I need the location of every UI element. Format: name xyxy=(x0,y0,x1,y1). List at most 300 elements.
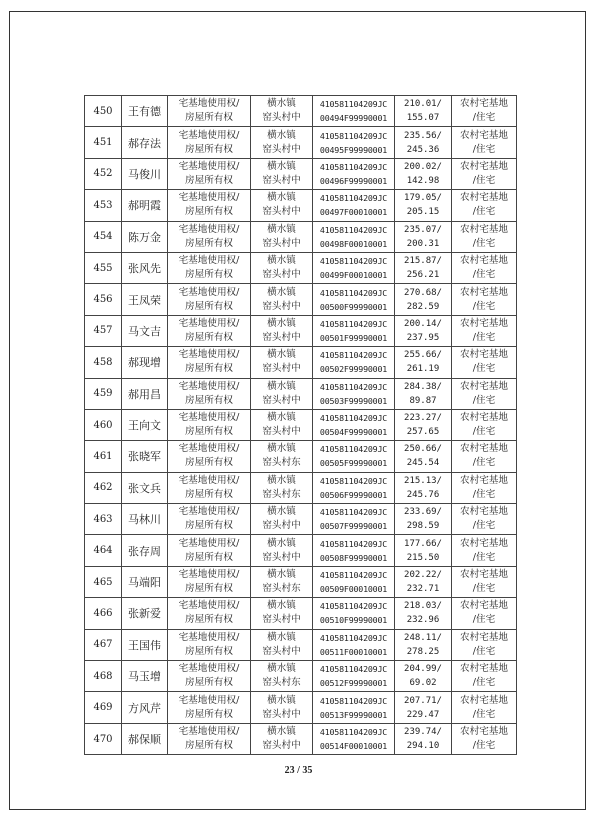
area-cell-line-1: 218.03/ xyxy=(404,601,442,612)
right-type-cell xyxy=(168,629,251,660)
row-number-cell: 467 xyxy=(85,629,122,660)
row-number-cell: 464 xyxy=(85,535,122,566)
right-type-cell-line-1: 宅基地使用权/ xyxy=(178,192,240,204)
location-cell-line-1: 横水镇 xyxy=(267,129,296,141)
parcel-code-cell-line-2: 00500F99990001 xyxy=(319,301,388,312)
right-type-cell-line-2: 房屋所有权 xyxy=(185,426,233,438)
area-cell-line-2: 282.59 xyxy=(406,301,440,312)
location-cell-line-2: 窑头村中 xyxy=(262,614,301,626)
right-type-cell-line-1: 宅基地使用权/ xyxy=(178,474,240,486)
location-cell-line-2: 窑头村中 xyxy=(262,551,301,563)
parcel-code-cell-line-1: 410581104209JC xyxy=(319,475,388,486)
row-number-cell: 465 xyxy=(85,566,122,597)
location-cell-line-2: 窑头村中 xyxy=(262,520,301,532)
right-type-cell-line-1: 宅基地使用权/ xyxy=(178,537,240,549)
area-cell xyxy=(395,441,452,472)
location-cell-line-1: 横水镇 xyxy=(267,443,296,455)
table-row xyxy=(85,566,517,597)
land-use-cell xyxy=(452,409,517,440)
location-cell xyxy=(251,441,313,472)
area-cell-line-2: 245.54 xyxy=(406,458,440,469)
location-cell-line-1: 横水镇 xyxy=(267,474,296,486)
right-type-cell-line-2: 房屋所有权 xyxy=(185,300,233,312)
row-number-cell: 463 xyxy=(85,504,122,535)
location-cell-line-1: 横水镇 xyxy=(267,694,296,706)
location-cell xyxy=(251,504,313,535)
right-type-cell-line-2: 房屋所有权 xyxy=(185,112,233,124)
location-cell-line-2: 窑头村东 xyxy=(262,457,301,469)
land-use-cell xyxy=(452,566,517,597)
area-cell-line-2: 245.36 xyxy=(406,144,440,155)
location-cell xyxy=(251,692,313,723)
location-cell xyxy=(251,472,313,503)
land-use-cell-line-1: 农村宅基地 xyxy=(460,537,508,549)
table-row xyxy=(85,472,517,503)
owner-name-cell: 陈万金 xyxy=(122,221,168,252)
parcel-code-cell-line-2: 00496F99990001 xyxy=(319,175,388,186)
land-use-cell-line-1: 农村宅基地 xyxy=(460,255,508,267)
location-cell-line-1: 横水镇 xyxy=(267,663,296,675)
area-cell-line-1: 200.14/ xyxy=(404,318,442,329)
land-use-cell xyxy=(452,96,517,127)
row-number-cell: 461 xyxy=(85,441,122,472)
area-cell-line-2: 155.07 xyxy=(406,113,440,124)
owner-name-cell: 王凤荣 xyxy=(122,284,168,315)
table-row xyxy=(85,723,517,754)
land-use-cell-line-2: /住宅 xyxy=(472,143,496,155)
land-use-cell-line-2: /住宅 xyxy=(472,583,496,595)
location-cell-line-1: 横水镇 xyxy=(267,412,296,424)
right-type-cell xyxy=(168,190,251,221)
area-cell-line-2: 69.02 xyxy=(409,678,437,689)
location-cell xyxy=(251,409,313,440)
location-cell xyxy=(251,252,313,283)
owner-name-cell: 马端阳 xyxy=(122,566,168,597)
land-use-cell-line-2: /住宅 xyxy=(472,112,496,124)
area-cell-line-2: 261.19 xyxy=(406,364,440,375)
parcel-code-cell xyxy=(313,190,395,221)
area-cell-line-1: 255.66/ xyxy=(404,350,442,361)
right-type-cell-line-1: 宅基地使用权/ xyxy=(178,412,240,424)
land-use-cell-line-2: /住宅 xyxy=(472,614,496,626)
row-number-cell: 454 xyxy=(85,221,122,252)
parcel-code-cell-line-2: 00512F99990001 xyxy=(319,678,388,689)
parcel-code-cell-line-2: 00505F99990001 xyxy=(319,458,388,469)
right-type-cell-line-2: 房屋所有权 xyxy=(185,269,233,281)
land-use-cell xyxy=(452,347,517,378)
area-cell xyxy=(395,472,452,503)
owner-name-cell: 张风先 xyxy=(122,252,168,283)
parcel-code-cell xyxy=(313,378,395,409)
area-cell-line-1: 200.02/ xyxy=(404,161,442,172)
owner-name-cell: 张新爱 xyxy=(122,598,168,629)
land-use-cell-line-2: /住宅 xyxy=(472,551,496,563)
right-type-cell xyxy=(168,692,251,723)
right-type-cell-line-1: 宅基地使用权/ xyxy=(178,286,240,298)
right-type-cell-line-2: 房屋所有权 xyxy=(185,708,233,720)
location-cell-line-2: 窑头村中 xyxy=(262,740,301,751)
owner-name-cell: 王向文 xyxy=(122,409,168,440)
area-cell-line-1: 177.66/ xyxy=(404,538,442,549)
land-use-cell-line-1: 农村宅基地 xyxy=(460,600,508,612)
location-cell-line-2: 窑头村中 xyxy=(262,708,301,720)
right-type-cell-line-1: 宅基地使用权/ xyxy=(178,98,240,110)
land-use-cell-line-1: 农村宅基地 xyxy=(460,98,508,110)
area-cell xyxy=(395,535,452,566)
table-row xyxy=(85,692,517,723)
area-cell xyxy=(395,252,452,283)
row-number-cell: 468 xyxy=(85,661,122,692)
area-cell-line-1: 207.71/ xyxy=(404,695,442,706)
right-type-cell xyxy=(168,598,251,629)
row-number-cell: 460 xyxy=(85,409,122,440)
area-cell-line-2: 294.10 xyxy=(406,741,440,751)
land-use-cell-line-2: /住宅 xyxy=(472,269,496,281)
area-cell-line-2: 237.95 xyxy=(406,332,440,343)
parcel-code-cell-line-1: 410581104209JC xyxy=(319,413,388,424)
area-cell-line-2: 200.31 xyxy=(406,238,440,249)
area-cell-line-2: 245.76 xyxy=(406,489,440,500)
parcel-code-cell-line-2: 00497F00010001 xyxy=(319,207,388,218)
land-use-cell xyxy=(452,504,517,535)
area-cell-line-2: 89.87 xyxy=(409,395,437,406)
land-use-cell-line-2: /住宅 xyxy=(472,708,496,720)
right-type-cell-line-1: 宅基地使用权/ xyxy=(178,663,240,675)
row-number-cell: 458 xyxy=(85,347,122,378)
land-use-cell-line-1: 农村宅基地 xyxy=(460,631,508,643)
row-number-cell: 470 xyxy=(85,723,122,754)
land-use-cell xyxy=(452,378,517,409)
right-type-cell-line-2: 房屋所有权 xyxy=(185,645,233,657)
right-type-cell xyxy=(168,221,251,252)
land-use-cell-line-2: /住宅 xyxy=(472,677,496,689)
location-cell xyxy=(251,535,313,566)
right-type-cell-line-1: 宅基地使用权/ xyxy=(178,380,240,392)
location-cell-line-1: 横水镇 xyxy=(267,506,296,518)
land-use-cell-line-1: 农村宅基地 xyxy=(460,474,508,486)
location-cell xyxy=(251,661,313,692)
location-cell-line-1: 横水镇 xyxy=(267,255,296,267)
location-cell-line-2: 窑头村中 xyxy=(262,426,301,438)
owner-name-cell: 马玉增 xyxy=(122,661,168,692)
land-use-cell xyxy=(452,535,517,566)
land-use-cell-line-1: 农村宅基地 xyxy=(460,349,508,361)
parcel-code-cell xyxy=(313,472,395,503)
parcel-code-cell-line-2: 00503F99990001 xyxy=(319,395,388,406)
right-type-cell xyxy=(168,127,251,158)
parcel-code-cell-line-2: 00498F00010001 xyxy=(319,238,388,249)
row-number-cell: 456 xyxy=(85,284,122,315)
parcel-code-cell-line-2: 00499F00010001 xyxy=(319,270,388,281)
right-type-cell-line-2: 房屋所有权 xyxy=(185,740,233,751)
owner-name-cell: 马林川 xyxy=(122,504,168,535)
area-cell-line-1: 248.11/ xyxy=(404,632,442,643)
parcel-code-cell-line-2: 00508F99990001 xyxy=(319,552,388,563)
land-use-cell xyxy=(452,472,517,503)
parcel-code-cell xyxy=(313,347,395,378)
right-type-cell-line-2: 房屋所有权 xyxy=(185,677,233,689)
parcel-code-cell-line-1: 410581104209JC xyxy=(319,632,388,643)
location-cell-line-1: 横水镇 xyxy=(267,380,296,392)
row-number-cell: 457 xyxy=(85,315,122,346)
area-cell-line-1: 270.68/ xyxy=(404,287,442,298)
land-use-cell xyxy=(452,441,517,472)
row-number-cell: 450 xyxy=(85,96,122,127)
land-use-cell xyxy=(452,661,517,692)
parcel-code-cell xyxy=(313,441,395,472)
area-cell-line-1: 179.05/ xyxy=(404,193,442,204)
parcel-code-cell-line-1: 410581104209JC xyxy=(319,664,388,675)
parcel-code-cell xyxy=(313,158,395,189)
parcel-code-cell-line-1: 410581104209JC xyxy=(319,727,388,737)
right-type-cell xyxy=(168,315,251,346)
land-use-cell-line-1: 农村宅基地 xyxy=(460,286,508,298)
parcel-code-cell-line-2: 00494F99990001 xyxy=(319,113,388,124)
land-use-cell-line-2: /住宅 xyxy=(472,331,496,343)
parcel-code-cell-line-1: 410581104209JC xyxy=(319,601,388,612)
right-type-cell-line-2: 房屋所有权 xyxy=(185,331,233,343)
area-cell-line-2: 205.15 xyxy=(406,207,440,218)
parcel-code-cell-line-1: 410581104209JC xyxy=(319,161,388,172)
area-cell xyxy=(395,692,452,723)
area-cell-line-1: 250.66/ xyxy=(404,444,442,455)
right-type-cell xyxy=(168,472,251,503)
land-use-cell xyxy=(452,723,517,754)
parcel-code-cell xyxy=(313,504,395,535)
parcel-code-cell-line-2: 00495F99990001 xyxy=(319,144,388,155)
right-type-cell xyxy=(168,409,251,440)
land-use-cell-line-2: /住宅 xyxy=(472,394,496,406)
land-use-cell xyxy=(452,252,517,283)
parcel-code-cell xyxy=(313,661,395,692)
owner-name-cell: 马文吉 xyxy=(122,315,168,346)
location-cell-line-1: 横水镇 xyxy=(267,192,296,204)
right-type-cell-line-1: 宅基地使用权/ xyxy=(178,726,240,737)
table-row xyxy=(85,127,517,158)
right-type-cell-line-1: 宅基地使用权/ xyxy=(178,223,240,235)
location-cell-line-2: 窑头村东 xyxy=(262,677,301,689)
right-type-cell-line-1: 宅基地使用权/ xyxy=(178,129,240,141)
area-cell-line-2: 215.50 xyxy=(406,552,440,563)
parcel-code-cell xyxy=(313,315,395,346)
area-cell xyxy=(395,566,452,597)
area-cell xyxy=(395,96,452,127)
location-cell xyxy=(251,190,313,221)
row-number-cell: 469 xyxy=(85,692,122,723)
row-number-cell: 452 xyxy=(85,158,122,189)
right-type-cell-line-2: 房屋所有权 xyxy=(185,143,233,155)
table-row xyxy=(85,378,517,409)
table-row xyxy=(85,535,517,566)
parcel-code-cell-line-2: 00506F99990001 xyxy=(319,489,388,500)
table-row xyxy=(85,661,517,692)
area-cell-line-1: 223.27/ xyxy=(404,413,442,424)
right-type-cell-line-2: 房屋所有权 xyxy=(185,206,233,218)
owner-name-cell: 方风芹 xyxy=(122,692,168,723)
right-type-cell-line-2: 房屋所有权 xyxy=(185,583,233,595)
right-type-cell-line-1: 宅基地使用权/ xyxy=(178,569,240,581)
right-type-cell-line-2: 房屋所有权 xyxy=(185,174,233,186)
location-cell-line-2: 窑头村东 xyxy=(262,488,301,500)
right-type-cell-line-1: 宅基地使用权/ xyxy=(178,631,240,643)
land-use-cell-line-2: /住宅 xyxy=(472,174,496,186)
table-row xyxy=(85,629,517,660)
document-page xyxy=(9,11,586,810)
row-number-cell: 459 xyxy=(85,378,122,409)
parcel-code-cell xyxy=(313,284,395,315)
location-cell-line-1: 横水镇 xyxy=(267,349,296,361)
location-cell xyxy=(251,96,313,127)
land-use-cell-line-2: /住宅 xyxy=(472,457,496,469)
parcel-code-cell-line-2: 00501F99990001 xyxy=(319,332,388,343)
land-use-cell-line-1: 农村宅基地 xyxy=(460,192,508,204)
parcel-code-cell xyxy=(313,96,395,127)
table-row xyxy=(85,284,517,315)
land-use-cell-line-2: /住宅 xyxy=(472,740,496,751)
location-cell-line-1: 横水镇 xyxy=(267,537,296,549)
table-row xyxy=(85,315,517,346)
location-cell-line-2: 窑头村中 xyxy=(262,269,301,281)
location-cell-line-2: 窑头村中 xyxy=(262,237,301,249)
row-number-cell: 453 xyxy=(85,190,122,221)
area-cell xyxy=(395,629,452,660)
right-type-cell-line-1: 宅基地使用权/ xyxy=(178,443,240,455)
area-cell-line-2: 257.65 xyxy=(406,427,440,438)
area-cell-line-2: 232.71 xyxy=(406,584,440,595)
location-cell-line-1: 横水镇 xyxy=(267,98,296,110)
area-cell xyxy=(395,315,452,346)
location-cell-line-2: 窑头村中 xyxy=(262,363,301,375)
parcel-code-cell-line-1: 410581104209JC xyxy=(319,444,388,455)
right-type-cell xyxy=(168,96,251,127)
land-use-cell-line-2: /住宅 xyxy=(472,300,496,312)
area-cell-line-1: 202.22/ xyxy=(404,570,442,581)
right-type-cell-line-2: 房屋所有权 xyxy=(185,488,233,500)
land-use-cell-line-1: 农村宅基地 xyxy=(460,443,508,455)
right-type-cell-line-1: 宅基地使用权/ xyxy=(178,506,240,518)
right-type-cell-line-2: 房屋所有权 xyxy=(185,520,233,532)
location-cell-line-1: 横水镇 xyxy=(267,600,296,612)
parcel-code-cell-line-1: 410581104209JC xyxy=(319,538,388,549)
table-row xyxy=(85,598,517,629)
owner-name-cell: 郝保顺 xyxy=(122,723,168,754)
row-number-cell: 466 xyxy=(85,598,122,629)
location-cell-line-2: 窑头村中 xyxy=(262,331,301,343)
area-cell-line-2: 142.98 xyxy=(406,175,440,186)
owner-name-cell: 郝明霞 xyxy=(122,190,168,221)
land-use-cell xyxy=(452,127,517,158)
parcel-code-cell-line-1: 410581104209JC xyxy=(319,287,388,298)
parcel-code-cell-line-2: 00504F99990001 xyxy=(319,427,388,438)
area-cell xyxy=(395,347,452,378)
right-type-cell-line-1: 宅基地使用权/ xyxy=(178,600,240,612)
land-use-cell-line-2: /住宅 xyxy=(472,520,496,532)
parcel-code-cell-line-2: 00509F00010001 xyxy=(319,584,388,595)
parcel-code-cell-line-1: 410581104209JC xyxy=(319,350,388,361)
land-use-cell xyxy=(452,315,517,346)
location-cell-line-1: 横水镇 xyxy=(267,726,296,737)
land-use-cell-line-1: 农村宅基地 xyxy=(460,160,508,172)
area-cell-line-2: 256.21 xyxy=(406,270,440,281)
parcel-code-cell-line-1: 410581104209JC xyxy=(319,381,388,392)
parcel-code-cell xyxy=(313,535,395,566)
location-cell-line-2: 窑头村中 xyxy=(262,143,301,155)
location-cell-line-2: 窑头村中 xyxy=(262,300,301,312)
right-type-cell xyxy=(168,566,251,597)
parcel-code-cell-line-2: 00510F99990001 xyxy=(319,615,388,626)
parcel-code-cell-line-1: 410581104209JC xyxy=(319,224,388,235)
area-cell-line-1: 284.38/ xyxy=(404,381,442,392)
land-use-cell-line-1: 农村宅基地 xyxy=(460,317,508,329)
row-number-cell: 455 xyxy=(85,252,122,283)
parcel-code-cell xyxy=(313,629,395,660)
area-cell-line-1: 204.99/ xyxy=(404,664,442,675)
location-cell-line-1: 横水镇 xyxy=(267,223,296,235)
right-type-cell xyxy=(168,378,251,409)
location-cell xyxy=(251,629,313,660)
area-cell xyxy=(395,504,452,535)
land-use-cell-line-1: 农村宅基地 xyxy=(460,129,508,141)
land-use-cell-line-1: 农村宅基地 xyxy=(460,412,508,424)
location-cell-line-2: 窑头村东 xyxy=(262,583,301,595)
land-use-cell-line-1: 农村宅基地 xyxy=(460,726,508,737)
table-row xyxy=(85,190,517,221)
land-use-cell xyxy=(452,221,517,252)
parcel-code-cell xyxy=(313,723,395,754)
location-cell xyxy=(251,315,313,346)
area-cell xyxy=(395,127,452,158)
location-cell xyxy=(251,723,313,754)
location-cell-line-2: 窑头村中 xyxy=(262,206,301,218)
location-cell-line-1: 横水镇 xyxy=(267,160,296,172)
area-cell xyxy=(395,723,452,754)
owner-name-cell: 张晓军 xyxy=(122,441,168,472)
right-type-cell xyxy=(168,252,251,283)
parcel-code-cell-line-1: 410581104209JC xyxy=(319,507,388,518)
parcel-code-cell xyxy=(313,409,395,440)
table-row xyxy=(85,504,517,535)
area-cell-line-1: 239.74/ xyxy=(404,727,442,737)
location-cell xyxy=(251,598,313,629)
parcel-code-cell-line-1: 410581104209JC xyxy=(319,695,388,706)
location-cell xyxy=(251,127,313,158)
land-use-cell-line-1: 农村宅基地 xyxy=(460,223,508,235)
parcel-code-cell-line-1: 410581104209JC xyxy=(319,130,388,141)
location-cell-line-1: 横水镇 xyxy=(267,286,296,298)
right-type-cell-line-2: 房屋所有权 xyxy=(185,394,233,406)
location-cell-line-2: 窑头村中 xyxy=(262,112,301,124)
table-body xyxy=(85,96,517,755)
location-cell-line-1: 横水镇 xyxy=(267,317,296,329)
area-cell xyxy=(395,598,452,629)
area-cell xyxy=(395,378,452,409)
right-type-cell xyxy=(168,504,251,535)
land-use-cell-line-1: 农村宅基地 xyxy=(460,380,508,392)
land-use-cell-line-2: /住宅 xyxy=(472,237,496,249)
right-type-cell-line-2: 房屋所有权 xyxy=(185,551,233,563)
area-cell xyxy=(395,221,452,252)
parcel-code-cell-line-1: 410581104209JC xyxy=(319,318,388,329)
location-cell-line-2: 窑头村中 xyxy=(262,394,301,406)
land-use-cell-line-2: /住宅 xyxy=(472,645,496,657)
location-cell xyxy=(251,378,313,409)
table-row xyxy=(85,252,517,283)
table-row xyxy=(85,158,517,189)
area-cell-line-1: 210.01/ xyxy=(404,99,442,110)
owner-name-cell: 郝现增 xyxy=(122,347,168,378)
right-type-cell xyxy=(168,441,251,472)
parcel-code-cell-line-1: 410581104209JC xyxy=(319,193,388,204)
